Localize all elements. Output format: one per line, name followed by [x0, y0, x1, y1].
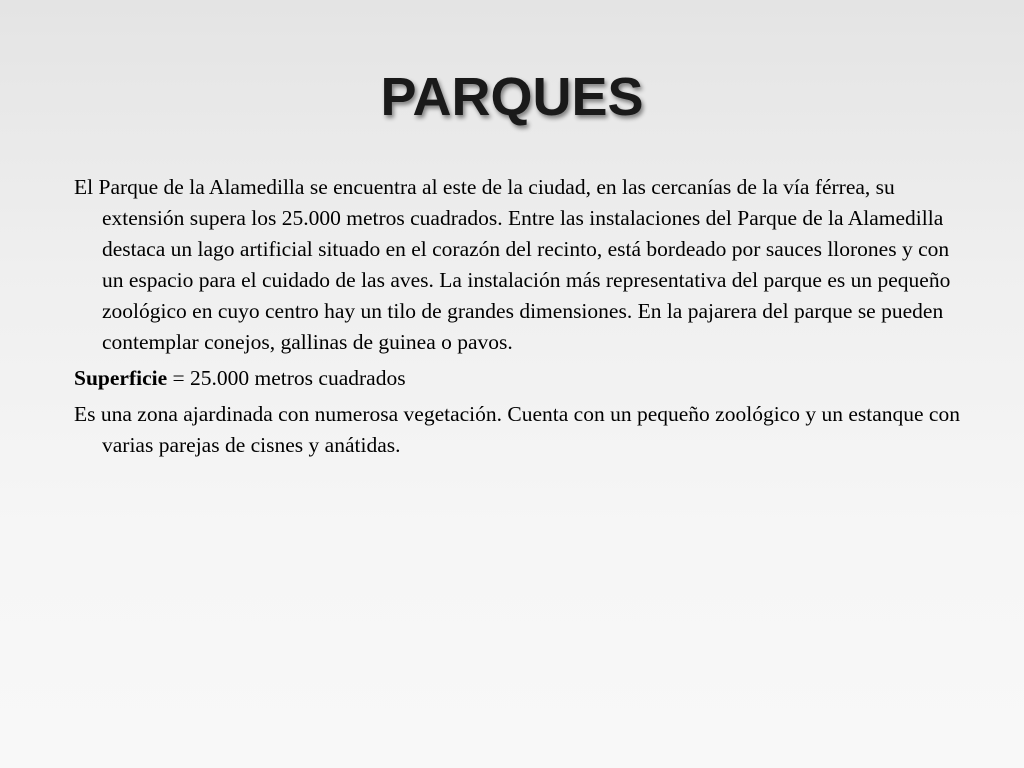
- paragraph-alamedilla-description: El Parque de la Alamedilla se encuentra al este de la ciudad, en las cercanías de la vía férrea, su extensión supera los 25.000 metros cuadrados. Entre las instalaciones del Parque de la Alamedilla destaca un lago artificial situado en el corazón del recinto, está bordeado por sauces llorones y con un espacio para el cuidado de las aves. La instalación más representativa del parque es un pequeño zoológico en cuyo centro hay un tilo de grandes dimensiones. En la pajarera del parque se pueden contemplar conejos, gallinas de guinea o pavos.: [74, 175, 951, 354]
- paragraph-superficie: [74, 363, 974, 394]
- superficie-label: Superficie: [74, 366, 168, 390]
- paragraph-zona-ajardinada: Es una zona ajardinada con numerosa vegetación. Cuenta con un pequeño zoológico y un estanque con varias parejas de cisnes y anátidas.: [74, 402, 960, 457]
- superficie-value: = 25.000 metros cuadrados: [167, 366, 406, 390]
- slide-body: [74, 172, 974, 466]
- slide-title: PARQUES: [380, 67, 644, 127]
